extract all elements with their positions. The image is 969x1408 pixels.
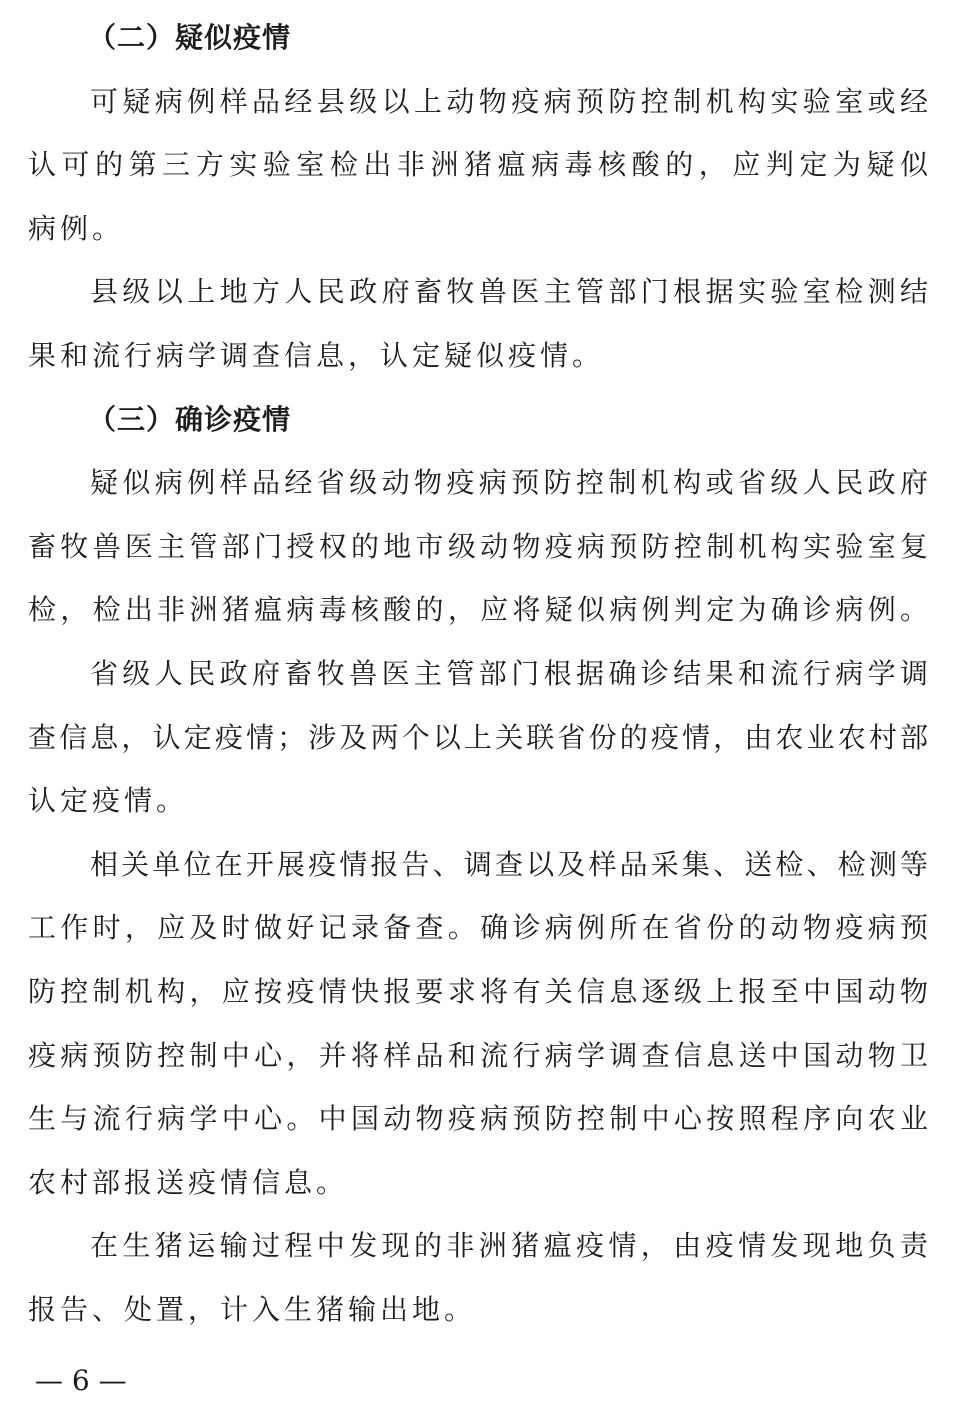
paragraph-line: 省级人民政府畜牧兽医主管部门根据确诊结果和流行病学调 (90, 656, 928, 690)
document-page (0, 6, 969, 1341)
paragraph-line: 认定疫情。 (28, 784, 189, 818)
paragraph-line: 相关单位在开展疫情报告、调查以及样品采集、送检、检测等 (90, 847, 928, 881)
paragraph-line: 农村部报送疫情信息。 (28, 1165, 349, 1199)
paragraph (0, 70, 969, 261)
paragraph-line: 病例。 (28, 211, 125, 245)
paragraph (0, 642, 969, 833)
paragraph-line: 生与流行病学中心。中国动物疫病预防控制中心按照程序向农业 (28, 1102, 928, 1136)
paragraph-line: 疫病预防控制中心，并将样品和流行病学调查信息送中国动物卫 (28, 1038, 928, 1072)
paragraph-line: 防控制机构，应按疫情快报要求将有关信息逐级上报至中国动物 (28, 974, 928, 1008)
paragraph-line: 报告、处置，计入生猪输出地。 (28, 1292, 477, 1326)
paragraph-line: 检，检出非洲猪瘟病毒核酸的，应将疑似病例判定为确诊病例。 (28, 593, 928, 627)
paragraph-line: 工作时，应及时做好记录备查。确诊病例所在省份的动物疫病预 (28, 911, 928, 945)
paragraph (0, 833, 969, 1215)
paragraph (0, 451, 969, 642)
paragraph-line: 畜牧兽医主管部门授权的地市级动物疫病预防控制机构实验室复 (28, 529, 928, 563)
section-heading: （三）确诊疫情 (88, 402, 292, 436)
page-number: — 6 — (35, 1364, 127, 1397)
paragraph (0, 260, 969, 387)
paragraph-line: 查信息，认定疫情；涉及两个以上关联省份的疫情，由农业农村部 (28, 720, 928, 754)
paragraph-line: 县级以上地方人民政府畜牧兽医主管部门根据实验室检测结 (90, 275, 928, 309)
paragraph-line: 疑似病例样品经省级动物疫病预防控制机构或省级人民政府 (90, 466, 928, 500)
paragraph (0, 1214, 969, 1341)
paragraph-line: 在生猪运输过程中发现的非洲猪瘟疫情，由疫情发现地负责 (90, 1229, 928, 1263)
paragraph-line: 可疑病例样品经县级以上动物疫病预防控制机构实验室或经 (90, 84, 928, 118)
section-heading: （二）疑似疫情 (88, 21, 292, 54)
paragraph-line: 果和流行病学调查信息，认定疑似疫情。 (28, 338, 605, 372)
section-confirmed-outbreak (0, 388, 969, 1342)
paragraph-line: 认可的第三方实验室检出非洲猪瘟病毒核酸的，应判定为疑似 (28, 148, 928, 182)
section-suspected-outbreak (0, 6, 969, 388)
